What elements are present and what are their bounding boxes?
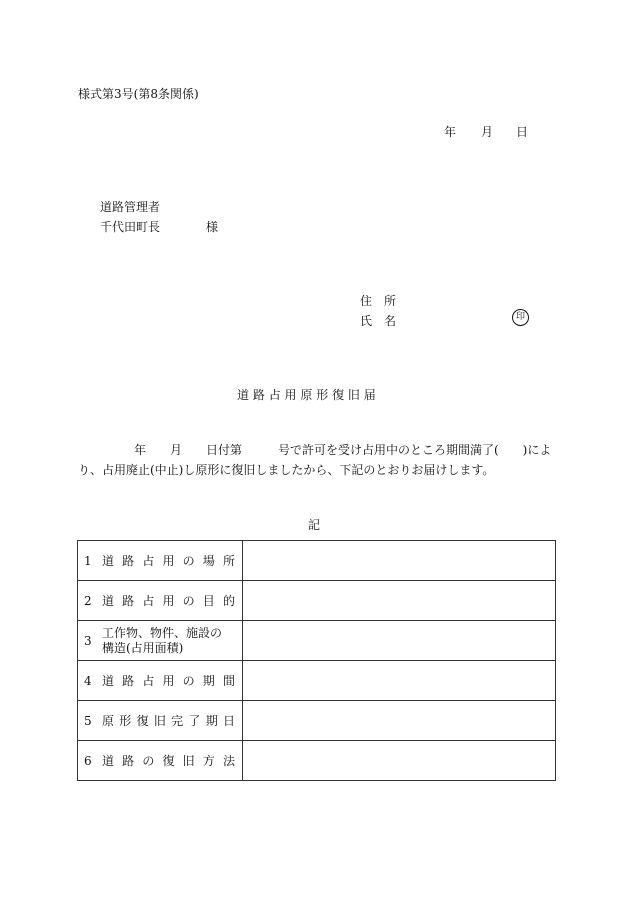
label-char: の: [182, 594, 195, 608]
document-title: [237, 386, 376, 403]
label-char: 的: [222, 594, 235, 608]
title-char: 形: [316, 388, 329, 402]
label-char: 間: [222, 674, 235, 688]
label-char: 目: [202, 594, 215, 608]
date-month: 月: [481, 125, 494, 139]
item-label-cell: [78, 661, 243, 701]
label-char: 道: [102, 554, 115, 568]
label-char: 了: [188, 714, 201, 728]
item-label-cell: [78, 741, 243, 781]
label-char: 路: [122, 674, 135, 688]
label-char: 期: [205, 714, 218, 728]
table-row: [78, 621, 556, 661]
label-char: 旧: [182, 754, 195, 768]
title-char: 復: [332, 388, 345, 402]
item-number: 4: [84, 673, 92, 688]
item-label-cell: [78, 701, 243, 741]
table-row: [78, 661, 556, 701]
label-char: 場: [202, 554, 215, 568]
label-char: 路: [122, 554, 135, 568]
label-char: の: [142, 754, 155, 768]
label-char: 道: [102, 754, 115, 768]
address-label-2: 所: [384, 294, 397, 308]
item-number: 5: [84, 713, 92, 728]
title-char: 用: [284, 388, 297, 402]
label-char: 法: [222, 754, 235, 768]
item-value-cell[interactable]: [243, 741, 556, 781]
seal-mark: 印: [512, 309, 529, 326]
label-char: 期: [202, 674, 215, 688]
table-row: [78, 741, 556, 781]
items-table: [77, 540, 556, 781]
label-char: 方: [202, 754, 215, 768]
date-year: 年: [444, 125, 457, 139]
item-value-cell[interactable]: [243, 701, 556, 741]
item-label-cell: [78, 541, 243, 581]
title-char: 届: [363, 388, 376, 402]
item-value-cell[interactable]: [243, 581, 556, 621]
label-char: の: [182, 674, 195, 688]
label-char: 復: [136, 714, 149, 728]
addressee-honorific: 様: [206, 220, 219, 234]
addressee-title: 道路管理者: [100, 200, 161, 214]
form-number: 様式第3号(第8条関係): [78, 87, 199, 101]
label-char: 復: [162, 754, 175, 768]
title-char: 旧: [347, 388, 360, 402]
title-char: 原: [300, 388, 313, 402]
item-value-cell[interactable]: [243, 661, 556, 701]
table-row: [78, 701, 556, 741]
title-char: 路: [252, 388, 265, 402]
label-char: 路: [122, 594, 135, 608]
label-line: 構造(占用面積): [102, 640, 184, 655]
label-char: 用: [162, 554, 175, 568]
label-char: 日: [222, 714, 235, 728]
item-value-cell[interactable]: [243, 621, 556, 661]
label-char: 所: [222, 554, 235, 568]
item-number: 2: [84, 593, 92, 608]
label-char: 旧: [153, 714, 166, 728]
label-char: 占: [142, 594, 155, 608]
label-char: 完: [171, 714, 184, 728]
label-char: 道: [102, 674, 115, 688]
body-line-2: り、占用廃止(中止)し原形に復旧しましたから、下記のとおりお届けします。: [78, 463, 495, 477]
label-char: 占: [142, 674, 155, 688]
label-char: 道: [102, 594, 115, 608]
label-char: の: [182, 554, 195, 568]
addressee-name: 千代田町長: [100, 220, 161, 234]
table-row: [78, 541, 556, 581]
title-char: 占: [268, 388, 281, 402]
label-char: 用: [162, 674, 175, 688]
label-char: 占: [142, 554, 155, 568]
item-number: 6: [84, 753, 92, 768]
label-char: 用: [162, 594, 175, 608]
label-line: 工作物、物件、施設の: [102, 625, 223, 640]
date-day: 日: [516, 125, 529, 139]
name-label-1: 氏: [360, 314, 373, 328]
address-label-1: 住: [360, 294, 373, 308]
title-char: 道: [237, 388, 250, 402]
item-value-cell[interactable]: [243, 541, 556, 581]
label-char: 路: [122, 754, 135, 768]
name-label-2: 名: [384, 314, 397, 328]
table-row: [78, 581, 556, 621]
label-char: 形: [119, 714, 132, 728]
label-char: 原: [102, 714, 115, 728]
item-label-cell: [78, 621, 243, 661]
item-label-cell: [78, 581, 243, 621]
ki-heading: 記: [308, 518, 321, 532]
item-number: 3: [84, 633, 92, 648]
body-line-1: 年 月 日付第 号で許可を受け占用中のところ期間満了( )によ: [134, 443, 552, 457]
item-number: 1: [84, 553, 92, 568]
